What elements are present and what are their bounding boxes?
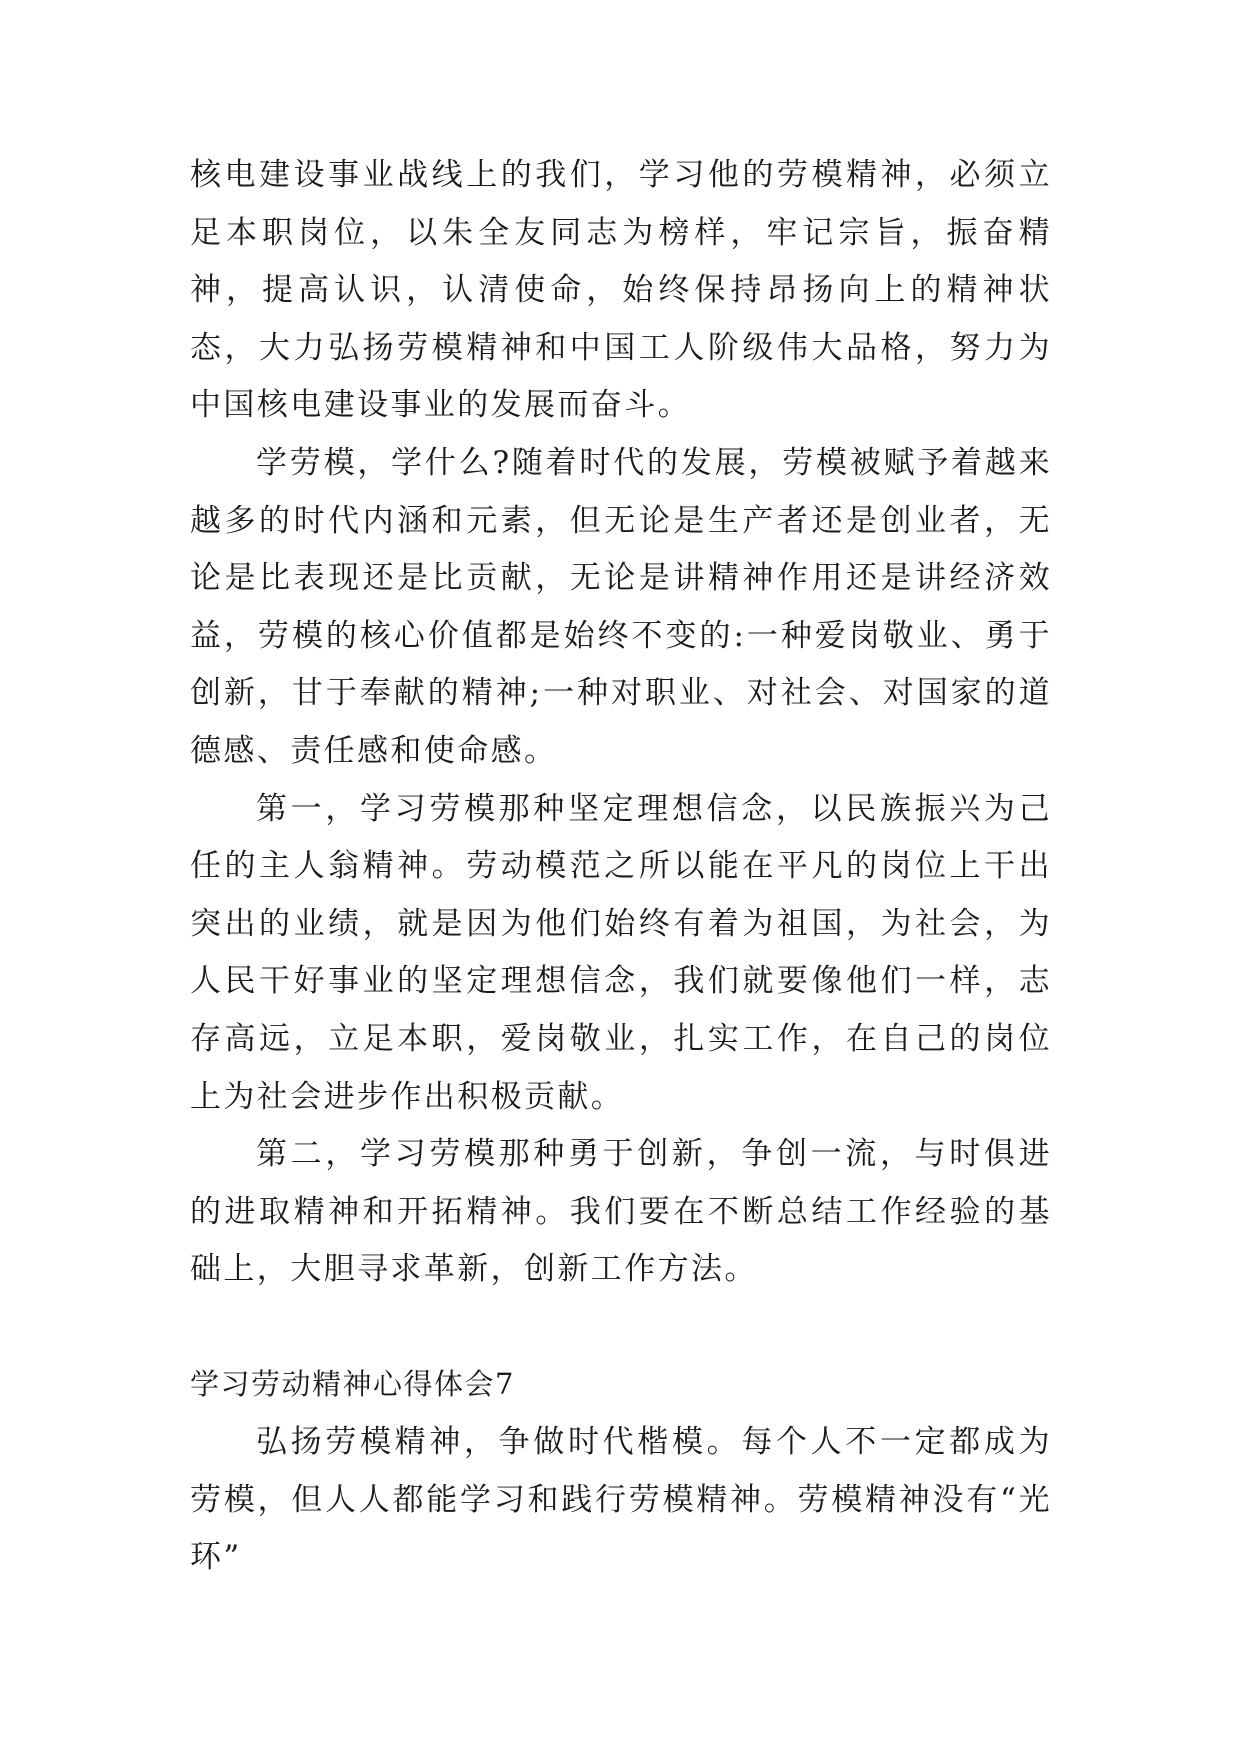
paragraph-4: 第二，学习劳模那种勇于创新，争创一流，与时俱进的进取精神和开拓精神。我们要在不断总结工作经验的基础上，大胆寻求革新，创新工作方法。 (190, 1136, 1052, 1288)
paragraph-3: 第一，学习劳模那种坚定理想信念，以民族振兴为己任的主人翁精神。劳动模范之所以能在平凡的岗位上干出突出的业绩，就是因为他们始终有着为祖国，为社会，为人民干好事业的坚定理想信念，我们就要像他们一样，志存高远，立足本职，爱岗敬业，扎实工作，在自己的岗位上为社会进步作出积极贡献。 (190, 790, 1052, 1115)
paragraph-2: 学劳模，学什么?随着时代的发展，劳模被赋予着越来越多的时代内涵和元素，但无论是生产者还是创业者，无论是比表现还是比贡献，无论是讲精神作用还是讲经济效益，劳模的核心价值都是始终不变的:一种爱岗敬业、勇于创新，甘于奉献的精神;一种对职业、对社会、对国家的道德感、责任感和使命感。 (190, 444, 1052, 769)
paragraph-1: 核电建设事业战线上的我们，学习他的劳模精神，必须立足本职岗位，以朱全友同志为榜样，牢记宗旨，振奋精神，提高认识，认清使命，始终保持昂扬向上的精神状态，大力弘扬劳模精神和中国工人阶级伟大品格，努力为中国核电建设事业的发展而奋斗。 (190, 157, 1052, 424)
section-spacer (190, 1299, 1052, 1357)
document-body (190, 147, 1052, 1587)
paragraph-5: 弘扬劳模精神，争做时代楷模。每个人不一定都成为劳模，但人人都能学习和践行劳模精神。劳模精神没有“光环” (190, 1424, 1052, 1576)
section-heading: 学习劳动精神心得体会7 (190, 1367, 515, 1402)
